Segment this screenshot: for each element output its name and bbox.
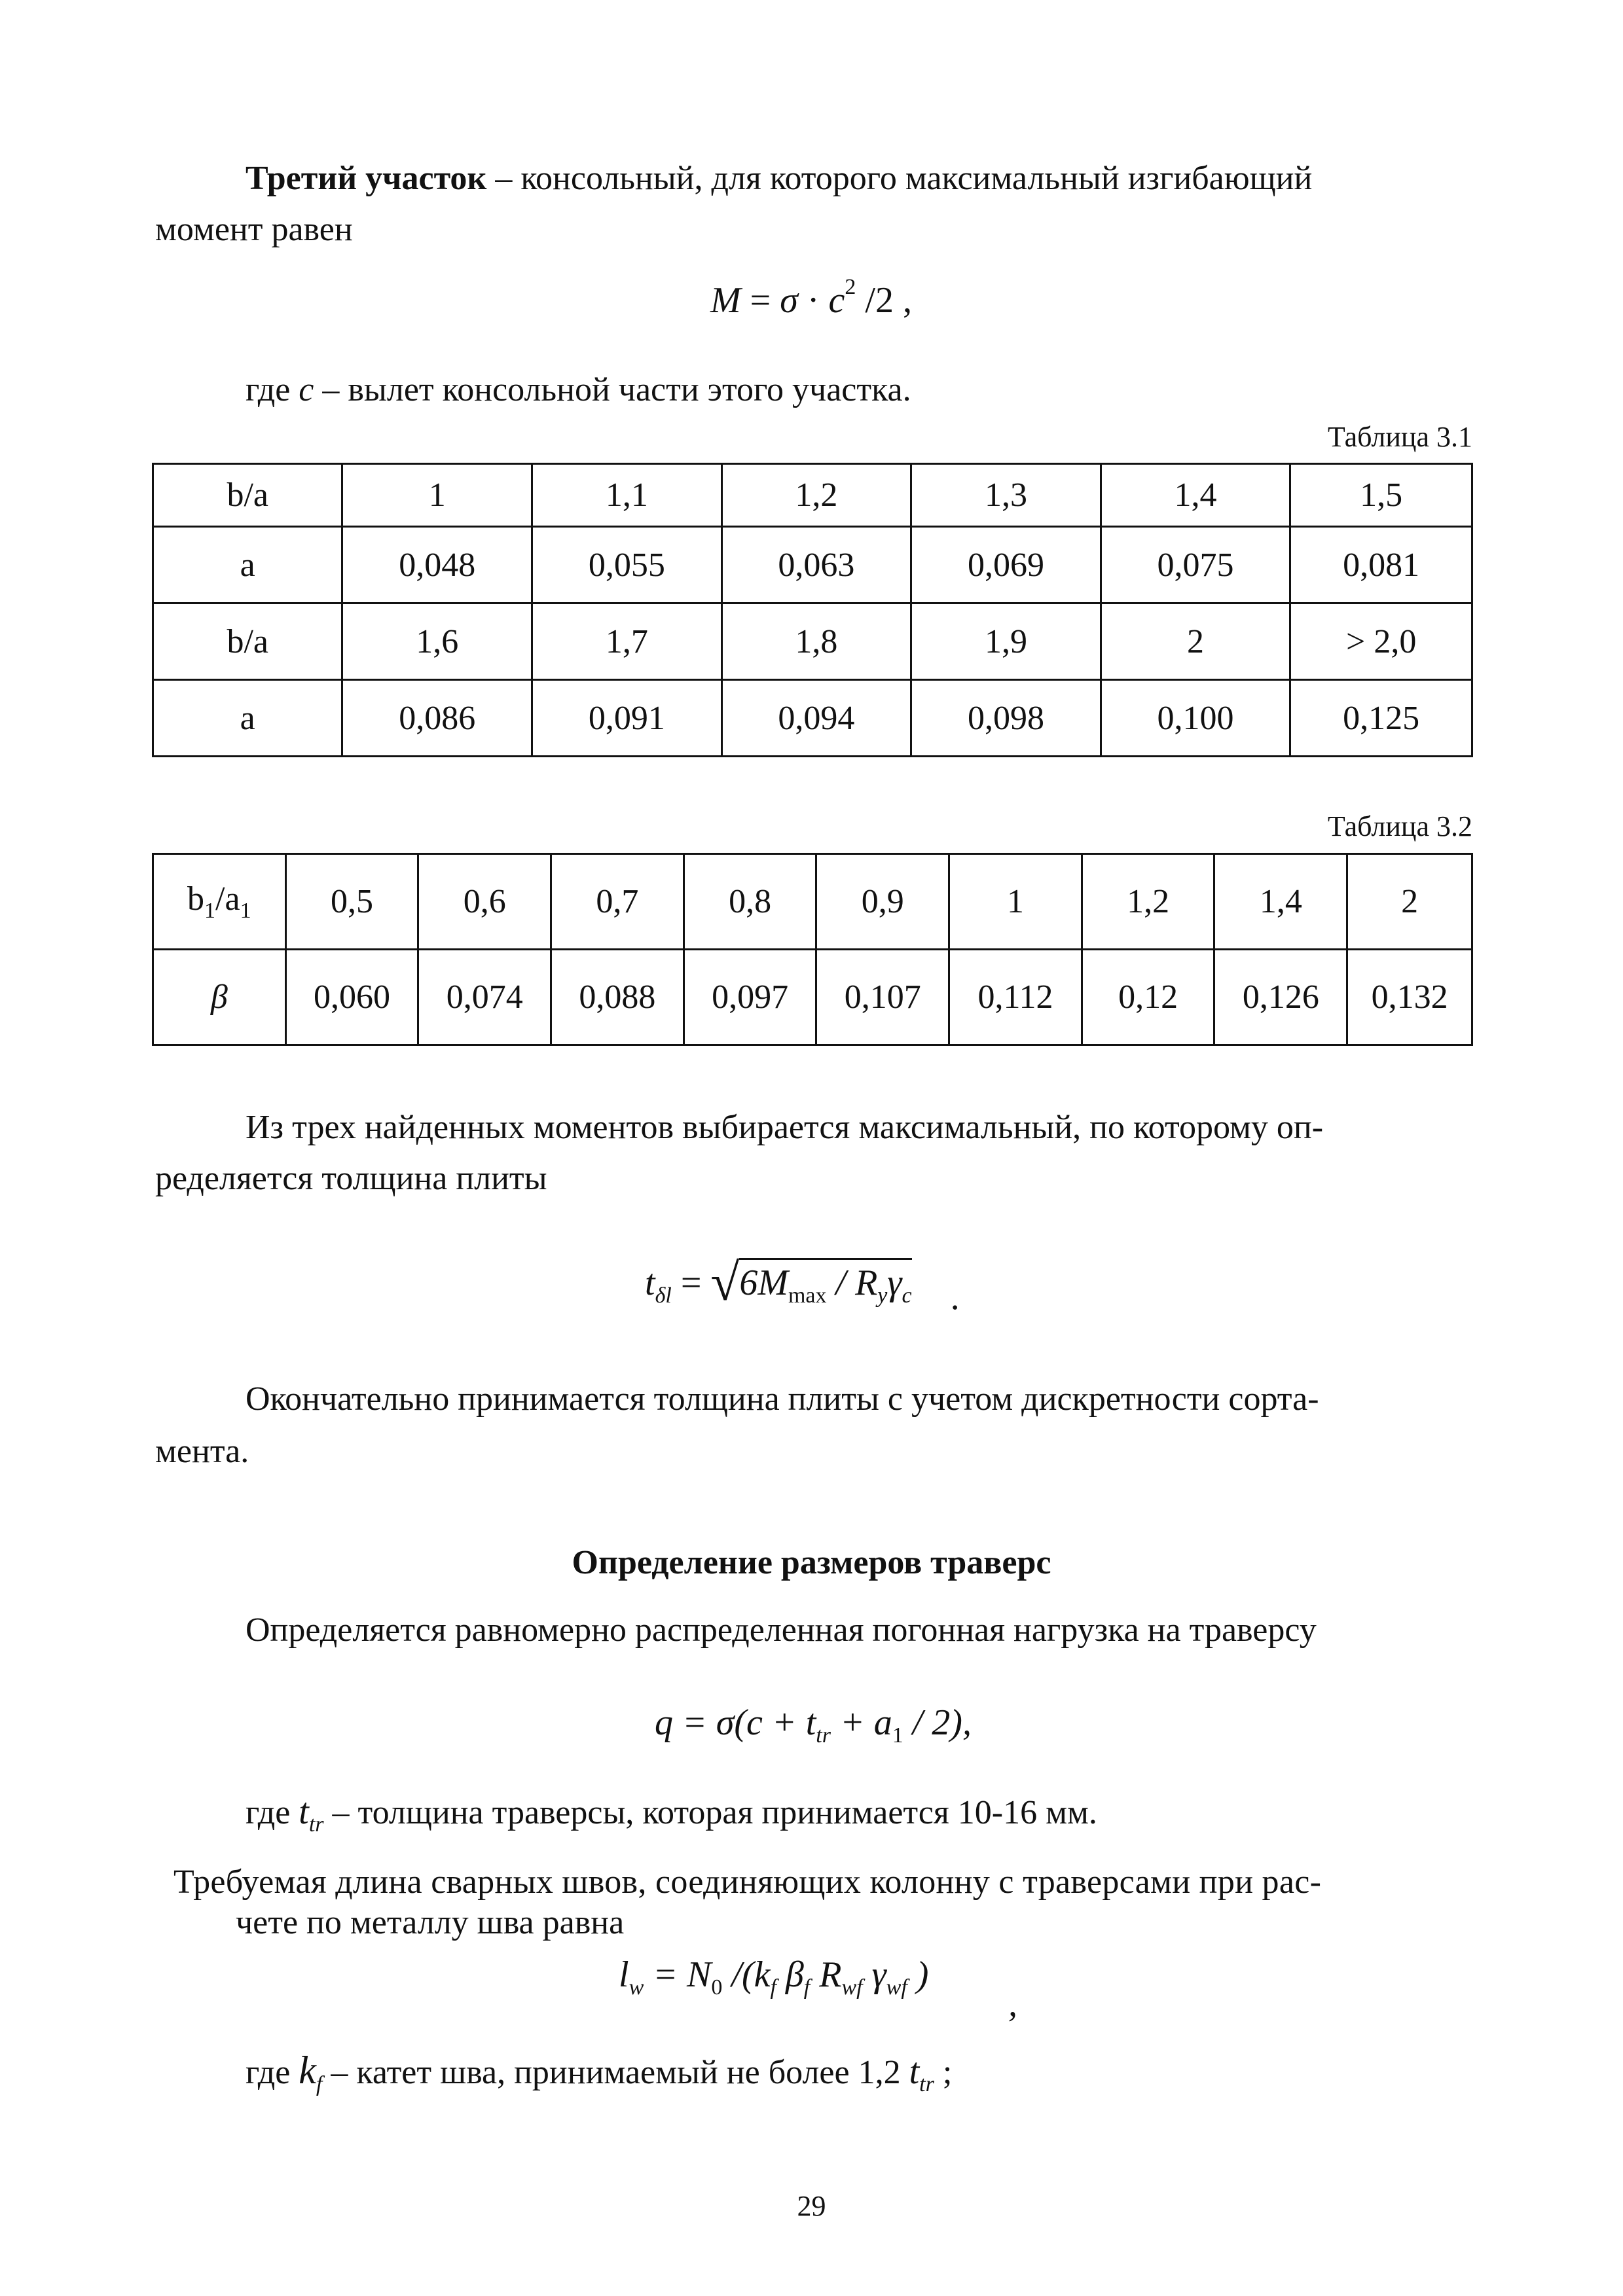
page-number: 29 [797, 2190, 826, 2222]
table-row: a 0,048 0,055 0,063 0,069 0,075 0,081 [153, 527, 1472, 603]
table-row: $b_1/a_1$ 0,5 0,6 0,7 0,8 0,9 1 1,2 1,4 2 [153, 854, 1472, 950]
table-row: β 0,060 0,074 0,088 0,097 0,107 0,112 0,12 0,126 0,132 [153, 950, 1472, 1045]
paragraph-text: – консольный, для которого максимальный изгибающий [486, 160, 1313, 197]
table-3-1 [152, 463, 1473, 757]
header-cell: $b_1/a_1$ [153, 854, 286, 950]
formula-dot: . [951, 1277, 960, 1318]
formula-weld-length: $l_w = N_0$ $/(k_f$ $\beta_f$ $R_{wf}$ $\gamma_{wf}$ ) [619, 1954, 929, 2000]
formula-comma: , [1008, 1984, 1017, 2024]
table-row: a 0,086 0,091 0,094 0,098 0,100 0,125 [153, 680, 1472, 757]
table-row: b/a 1,6 1,7 1,8 1,9 2 > 2,0 [153, 603, 1472, 680]
table-3-2 [152, 853, 1473, 1046]
paragraph-gde-kf: где $k_f$ – катет шва, принимаемый не более 1,2 $t_{tr}$ ; [246, 2049, 953, 2096]
paragraph-iz-treh: Из трех найденных моментов выбирается максимальный, по которому оп- [246, 1109, 1324, 1146]
paragraph-trebuemaya: Требуемая длина сварных швов, соединяющих колонну с траверсами при рас- [173, 1863, 1322, 1901]
paragraph-line: чете по металлу шва равна [236, 1904, 625, 1941]
paragraph-line: мента. [155, 1433, 249, 1470]
paragraph-tretiy [246, 157, 1312, 200]
paragraph-gde-ttr: где $t_{tr}$ – толщина траверсы, которая принимается 10-16 мм. [246, 1791, 1097, 1837]
section-heading: Определение размеров траверс [572, 1544, 1051, 1581]
paragraph-okonchatelno: Окончательно принимается толщина плиты с учетом дискретности сорта- [246, 1380, 1319, 1418]
formula-load: $q = \sigma(c + t_{tr} + a_1 / 2)$, [655, 1702, 972, 1748]
bold-term: Третий участок [246, 160, 487, 197]
table-row: b/a 1 1,1 1,2 1,3 1,4 1,5 [153, 464, 1472, 527]
paragraph-line: ределяется толщина плиты [155, 1160, 547, 1197]
formula-moment: $M = \sigma \cdot c^2$ /2 , [710, 275, 912, 321]
formula-thickness: $t_{\delta l} = √6M_{max} / R_y\gamma_c$ [645, 1254, 912, 1312]
paragraph-opredelyaetsya: Определяется равномерно распределенная погонная нагрузка на траверсу [246, 1611, 1317, 1649]
table2-caption: Таблица 3.2 [1327, 810, 1472, 842]
paragraph-gde-c: где c – вылет консольной части этого участка. [246, 371, 911, 408]
sqrt-radicand: $6M_{max} / R_y\gamma_c$ [739, 1258, 911, 1303]
table1-caption: Таблица 3.1 [1327, 421, 1472, 453]
paragraph-line: момент равен [155, 211, 353, 248]
sqrt-sign-icon: √ [710, 1254, 740, 1312]
